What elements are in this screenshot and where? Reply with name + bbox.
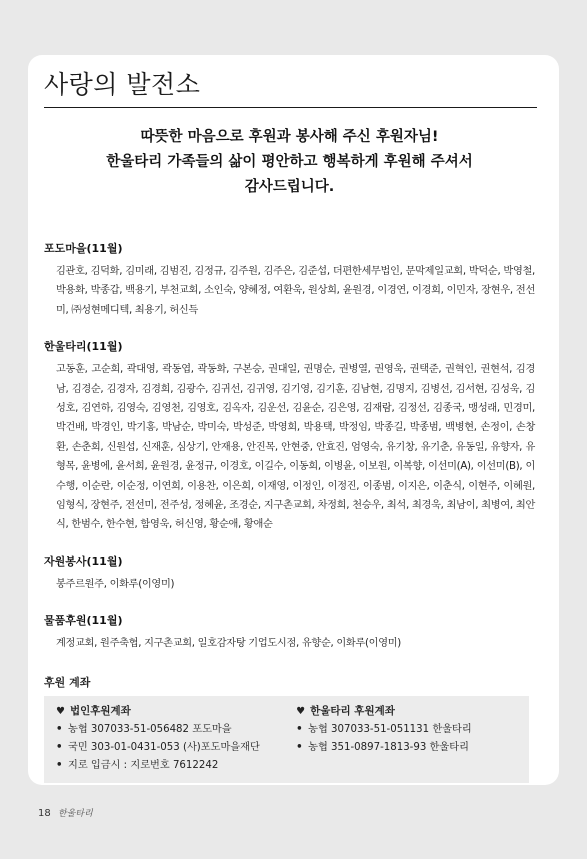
corporate-account-list <box>56 721 296 775</box>
section-title: 자원봉사(11월) <box>44 554 123 568</box>
list-item: • 농협 307033-51-051131 한울타리 <box>296 721 517 739</box>
page-number: 18 <box>38 808 51 819</box>
donor-list: 고동훈, 고순희, 곽대영, 곽동엽, 곽동화, 구본승, 권대일, 권명순, 권병열, 권영욱, 권택준, 권혁인, 권현석, 김경남, 김경순, 김경자, 김경희, 김광수, 김귀선, 김귀영, 김기영, 김기훈, 김남현, 김명지, 김병선, 김서현, 김성욱, 김성호, 김연하, 김영숙, 김영천, 김영호, 김옥자, 김운선, 김윤순, 김은영, 김재람, 김정선, 김종국, 맹성래, 민경미, 박건배, 박경인, 박기홍, 박남순, 박미숙, 박성준, 박영희, 박용택, 박정임, 박종길, 박종범, 백병현, 손정이, 손창환, 손춘희, 신원섭, 신재훈, 심상기, 안재용, 안진목, 안현중, 안효진, 엄영숙, 유기창, 유기춘, 유동일, 유향자, 유형목, 윤병에, 윤서희, 윤원경, 윤정규, 이경호, 이길수, 이동희, 이병윤, 이보원, 이복향, 이선미(A), 이선미(B), 이수행, 이순란, 이순정, 이연희, 이용찬, 이은희, 이재영, 이정인, 이정진, 이종범, 이지은, 이춘식, 이현주, 이혜원, 임형식, 장현주, 전선미, 전주성, 정혜윤, 조경순, 지구촌교회, 차정희, 천승우, 최석, 최경욱, 최남이, 최병여, 최안식, 한범수, 한수현, 함영욱, 허신영, 황순애, 황애순 <box>56 364 535 531</box>
section-title: 포도마을(11월) <box>44 242 123 255</box>
hanultari-account-column <box>296 702 517 775</box>
thanks-line-2: 한울타리 가족들의 삶이 평안하고 행복하게 후원해 주셔서 <box>106 154 473 170</box>
section-hanultari <box>44 338 535 535</box>
corporate-account-heading: 법인후원계좌 <box>69 704 131 717</box>
thanks-line-3: 감사드립니다. <box>244 179 335 195</box>
volunteer-list: 봉주르원주, 이화루(이영미) <box>56 578 175 590</box>
bullet-icon: • <box>56 723 63 735</box>
heart-icon: ♥ <box>56 705 65 717</box>
corporate-account-column <box>56 702 296 775</box>
list-item: • 농협 351-0897-1813-93 한울타리 <box>296 739 517 757</box>
section-goods <box>44 612 535 653</box>
heart-icon: ♥ <box>296 705 306 717</box>
section-title: 한울타리(11월) <box>44 340 123 354</box>
hanultari-account-heading: 한울타리 후원계좌 <box>310 704 395 717</box>
thanks-line-1: 따뜻한 마음으로 후원과 봉사해 주신 후원자님! <box>140 129 439 145</box>
bullet-icon: • <box>296 723 303 735</box>
footer-logo: 한울타리 <box>57 809 93 819</box>
donor-list: 김관호, 김덕화, 김미래, 김범진, 김정규, 김주원, 김주은, 김준섭, 더편한세무법인, 문막제일교회, 박덕순, 박영철, 박용화, 박종갑, 백용기, 부천교회, 소인숙, 양혜정, 여환욱, 원상희, 윤원경, 이경연, 이경희, 이민자, 장현우, 전선미, ㈜성현메디텍, 최용기, 허신득 <box>56 266 535 316</box>
section-volunteer <box>44 553 535 594</box>
goods-donor-list: 계정교회, 원주축협, 지구촌교회, 일호감자탕 기업도시점, 유향순, 이화루(이영미) <box>56 638 401 650</box>
bullet-icon: • <box>56 741 63 753</box>
hanultari-account-list <box>296 721 517 757</box>
list-item: • 농협 307033-51-056482 포도마을 <box>56 721 296 739</box>
accounts-title: 후원 계좌 <box>44 675 91 689</box>
bullet-icon: • <box>296 741 303 753</box>
thank-you-message <box>44 125 535 200</box>
section-title: 물품후원(11월) <box>44 614 123 628</box>
page-title: 사랑의 발전소 <box>44 70 201 99</box>
title-divider <box>44 107 537 108</box>
list-item: • 지로 입금시 : 지로번호 7612242 <box>56 757 296 775</box>
accounts-box <box>44 696 529 783</box>
content-card <box>28 55 559 785</box>
bullet-icon: • <box>56 759 63 771</box>
list-item: • 국민 303-01-0431-053 (사)포도마을재단 <box>56 739 296 757</box>
page-footer <box>38 806 93 819</box>
section-podomaeul <box>44 240 535 320</box>
